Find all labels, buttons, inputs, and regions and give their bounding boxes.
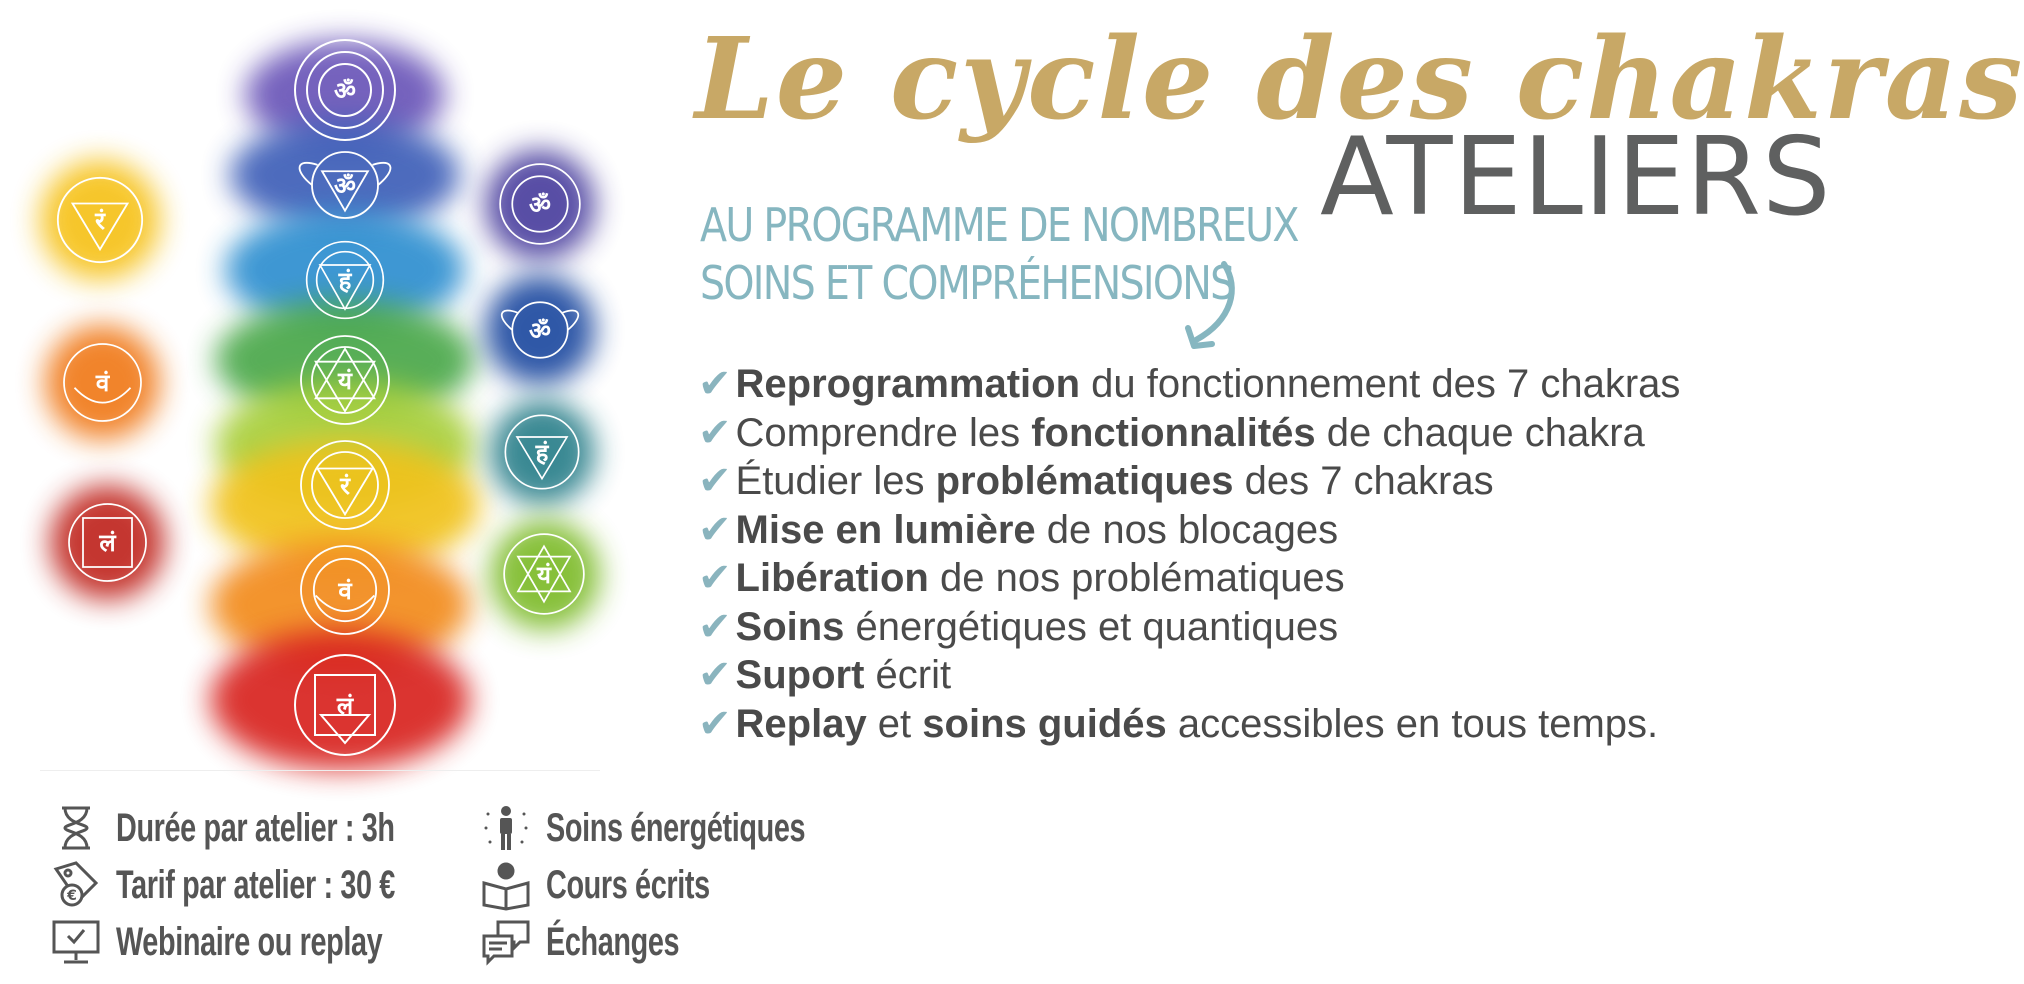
list-item — [698, 409, 1858, 458]
title-script: Le cycle des chakras — [695, 14, 2024, 145]
check-icon: ✔ — [698, 506, 732, 553]
chakra-symbol-left-yellow: रं — [45, 165, 155, 275]
list-item — [698, 457, 1858, 506]
chakra-symbol-throat: हं — [295, 230, 395, 330]
program-checklist — [698, 360, 1858, 748]
monitor-check-icon — [50, 916, 102, 968]
chakra-symbol-third-eye: ॐ — [290, 130, 400, 240]
list-item — [698, 700, 1858, 749]
chakra-symbol-solar-plexus: रं — [290, 430, 400, 540]
art-divider — [40, 770, 600, 771]
item-text: accessibles en tous temps. — [1166, 701, 1659, 746]
item-bold: problématiques — [935, 459, 1234, 503]
item-bold: Suport — [735, 653, 865, 697]
list-item — [698, 651, 1858, 700]
chakra-symbol-sacral: वं — [290, 535, 400, 645]
item-text: des 7 chakras — [1233, 459, 1494, 503]
item-text: et — [866, 701, 923, 746]
subtitle — [700, 196, 1298, 312]
item-bold: Soins — [735, 604, 845, 649]
check-icon: ✔ — [698, 652, 732, 698]
chakra-symbol-heart: यं — [290, 325, 400, 435]
check-icon: ✔ — [698, 555, 732, 601]
info-format — [50, 914, 486, 970]
chakra-artwork — [0, 0, 700, 800]
info-duration — [50, 800, 503, 856]
check-icon: ✔ — [698, 458, 732, 504]
chakra-symbol-right-green: यं — [492, 522, 596, 626]
courses-text: Cours écrits — [546, 862, 710, 907]
info-energy — [480, 800, 906, 856]
item-text: Comprendre les — [735, 410, 1032, 455]
item-text: Étudier les — [735, 459, 936, 503]
subtitle-line-2: SOINS ET COMPRÉHENSIONS — [700, 256, 1234, 310]
subtitle-line-1: AU PROGRAMME DE NOMBREUX — [700, 198, 1298, 252]
title-ateliers: ATELIERS — [1320, 115, 1832, 240]
euro-tag-icon — [50, 859, 102, 911]
item-text: écrit — [864, 653, 952, 697]
curved-arrow-icon — [1180, 258, 1250, 358]
item-text: de nos problématiques — [928, 556, 1345, 600]
format-text: Webinaire ou replay — [116, 919, 383, 964]
list-item — [698, 506, 1858, 555]
info-courses — [480, 857, 773, 913]
svg-text:€: € — [67, 888, 77, 904]
check-icon: ✔ — [698, 361, 732, 407]
chakra-symbol-right-teal: हं — [492, 402, 592, 502]
info-exchange — [480, 914, 731, 970]
item-text: du fonctionnement des 7 chakras — [1080, 362, 1681, 406]
duration-text: Durée par atelier : 3h — [116, 805, 395, 850]
item-bold: fonctionnalités — [1031, 410, 1316, 455]
chakra-symbol-left-red: लं — [55, 490, 160, 595]
chakra-symbol-left-orange: वं — [50, 330, 155, 435]
item-bold: Replay — [735, 701, 867, 746]
reader-book-icon — [480, 859, 532, 911]
list-item — [698, 554, 1858, 603]
energy-text: Soins énergétiques — [546, 805, 806, 850]
check-icon: ✔ — [698, 700, 732, 747]
chakra-symbol-right-indigo: ॐ — [488, 278, 592, 382]
item-bold: Mise en lumière — [735, 507, 1036, 552]
item-text: énergétiques et quantiques — [844, 604, 1339, 649]
check-icon: ✔ — [698, 409, 732, 456]
exchange-text: Échanges — [546, 919, 680, 964]
chakra-symbol-root: लं — [285, 645, 405, 765]
item-bold: soins guidés — [922, 701, 1167, 746]
item-text: de nos blocages — [1035, 507, 1339, 552]
list-item — [698, 603, 1858, 652]
person-energy-icon — [480, 802, 532, 854]
chakra-symbol-crown: ॐ — [285, 30, 405, 150]
info-price — [50, 857, 503, 913]
item-bold: Reprogrammation — [735, 362, 1081, 406]
check-icon: ✔ — [698, 603, 732, 650]
chat-bubbles-icon — [480, 916, 532, 968]
list-item — [698, 360, 1858, 409]
chakra-symbol-right-violet: ॐ — [488, 152, 592, 256]
item-text: de chaque chakra — [1315, 410, 1645, 455]
price-text: Tarif par atelier : 30 € — [116, 862, 395, 907]
hourglass-icon — [50, 802, 102, 854]
item-bold: Libération — [735, 556, 929, 600]
